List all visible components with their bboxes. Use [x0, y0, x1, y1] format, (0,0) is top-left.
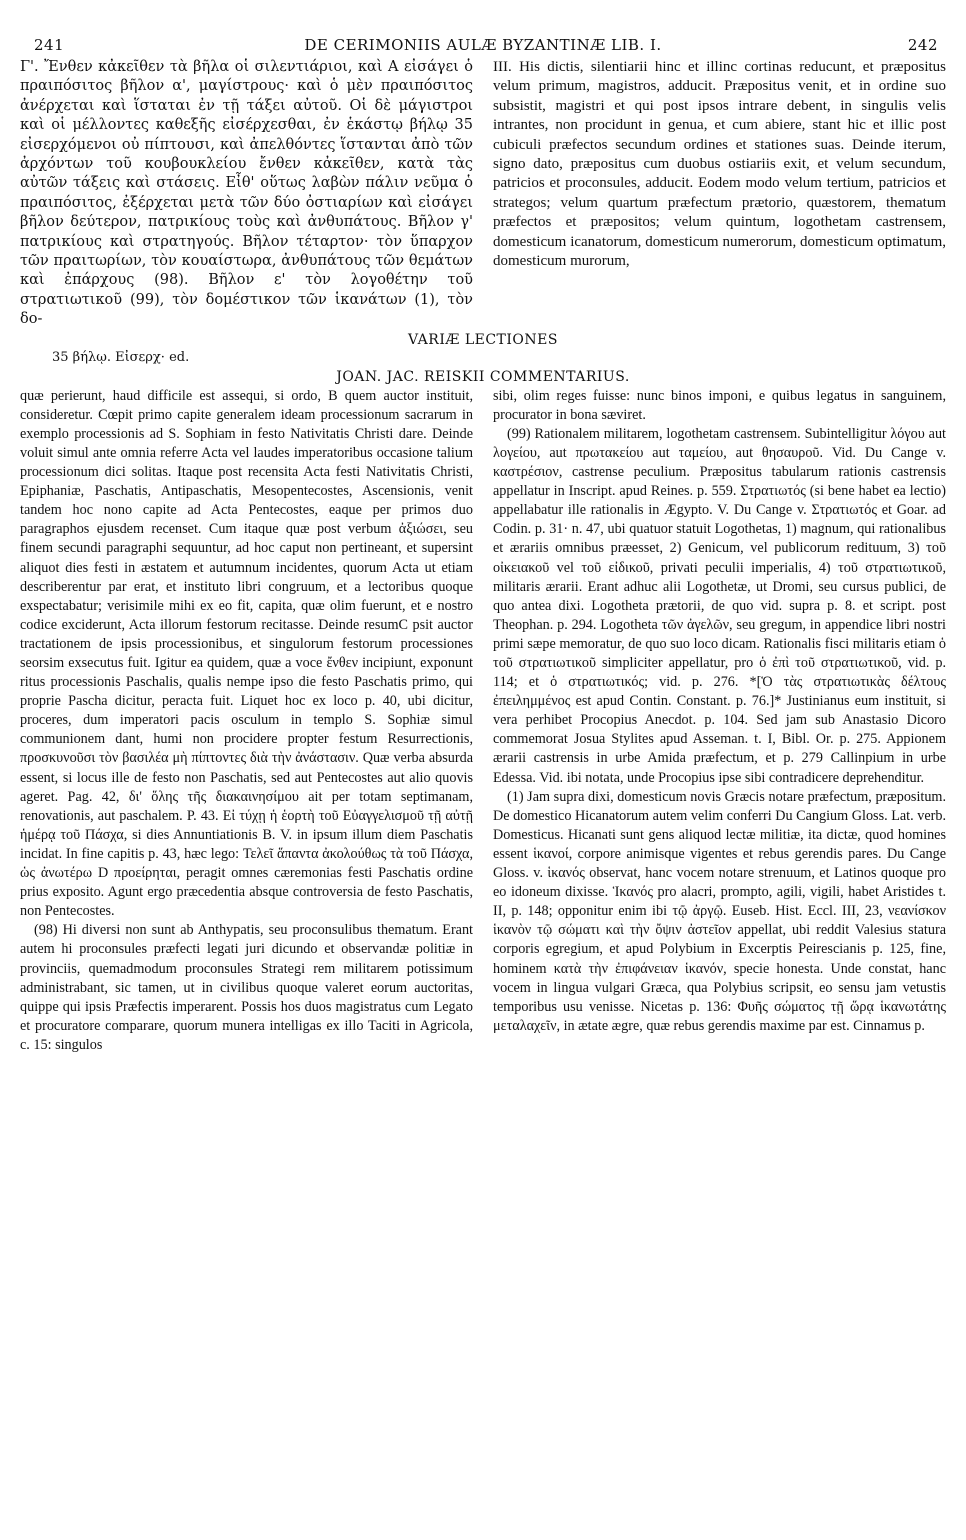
commentary-paragraph: (99) Rationalem militarem, logothetam castrensem. Subintelligitur λόγου aut λογείου, aut πρωτακείου aut ταμείου, aut θησαυροῦ. Vid. Du Cange v. καστρέσιον, castrense peculium. Præpositus tabularum rationis castrensis appellatur in Inscript. apud Reines. p. 559. Στρατιωτός (si bene habet ea lectio) appellabatur ille rationalis in Ægypto. V. Du Cange v. Στρατιωτός et Goar. ad Codin. p. 31· n. 47, ubi quatuor statuit Logothetas, 1) magnum, qui rationalibus et ærariis omnibus præesset, 2) Genicum, vel publicorum redituum, 3) τοῦ οἰκειακοῦ vel τοῦ εἰδικοῦ, privati peculii imperialis, 4) τοῦ στρατιωτικοῦ, militaris ærarii. Erant adhuc alii Logothetæ, ut Dromi, seu cursus publici, de quo antea dixi. Logotheta prætorii, de quo vid. supra p. 8. et script. post Theophan. p. 294. Logotheta τῶν ἀγελῶν, seu gregum, in appendice libri nostri primi sæpe memoratur, de quo suo loco dicam. Rationalis fisci militaris etiam ὁ τοῦ στρατιωτικοῦ simpliciter appellatur, pro ὁ ἐπὶ τοῦ στρατιωτικοῦ, vid. p. 114; et ὁ στρατιωτικός; vid. p. 276. *[Ὁ τὰς στρατιωτικὰς δέλτους ἐπειλημμένος est apud Contin. Constant. p. 76.]* Justinianus eum instituit, si vera perhibet Procopius Anecdot. p. 104. Sed jam sub Anastasio Dicoro commemorat Josua Stylites apud Asseman. t. I, Bibl. Or. p. 275. Appionem ærarii castrensis in urbe Amida præfectum, et p. 279 Callinpium in urbe Edessa. Vid. ibi notata, unde Procopius ipse sibi contradicere deprehenditur.: [493, 425, 946, 786]
running-header: [20, 30, 946, 58]
page-number-left: 241: [34, 36, 65, 54]
greek-text: Γ'. Ἔνθεν κἀκεῖθεν τὰ βῆλα οἱ σιλεντιάριοι, καὶ Α εἰσάγει ὁ πραιπόσιτος βῆλον α', μαγίστρους· καὶ ὁ μὲν πραιπόσιτος ἀνέρχεται καὶ ἵσταται ἐν τῇ τάξει αὐτοῦ. Οἱ δὲ μάγιστροι καὶ οἱ μέλλοντες καθεξῆς εἰσέρχεσθαι, ἐν ἑκάστῳ βήλῳ 35 εἰσερχόμενοι οὐ πίπτουσι, καὶ ἀπελθόντες ἵστανται ἀπὸ τῶν ἀρχόντων τοῦ κουβουκλείου ἔνθεν κἀκεῖθεν, κατὰ τὰς αὐτῶν τάξεις καὶ στάσεις. Εἶθ' οὕτως λαβὼν πάλιν νεῦμα ὁ πραιπόσιτος, ἐξέρχεται μετὰ τῶν δύο ὀστιαρίων καὶ εἰσάγει βῆλον δεύτερον, πατρικίους τοὺς καὶ ἀνθυπάτους. Βῆλον γ' πατρικίους καὶ στρατηγούς. Βῆλον τέταρτον· τὸν ὕπαρχον τῶν πραιτωρίων, τὸν κουαίστωρα, ἀνθυπάτους τῶν θεμάτων καὶ ἐπάρχους (98). Βῆλον ε' τὸν λογοθέτην τοῦ στρατιωτικοῦ (99), τὸν δομέστικον τῶν ἱκανάτων (1), τὸν δο-: [20, 59, 473, 328]
commentary-columns: [20, 387, 946, 1055]
commentary-paragraph: sibi, olim reges fuisse: nunc binos imponi, e quibus legatus in sanguinem, procurator in bona sæviret.: [493, 387, 946, 423]
commentary-title: JOAN. JAC. REISKII COMMENTARIUS.: [336, 368, 630, 385]
variant-reading: 35 βήλῳ. Εἰσερχ· ed.: [52, 349, 190, 365]
main-text-columns: [20, 58, 946, 330]
commentary-paragraph: (98) Hi diversi non sunt ab Anthypatis, seu proconsulibus thematum. Erant autem hi proconsules præfecti legati juri dicundo et observandæ politiæ in provinciis, quemadmodum proconsules Strategi rem militarem potissimum administrabant, sic tamen, ut in civilibus quoque valeret eorum auctoritas, quippe qui ipsis Præfectis imperarent. Possis hos duos magistratus cum Legato et procuratore comparare, quorum munera intelligas ex illo Taciti in Agricola, c. 15: singulos: [20, 922, 473, 1053]
commentary-paragraph: (1) Jam supra dixi, domesticum novis Græcis notare præfectum, præpositum. De domestico Hicanatorum autem velim conferri Du Cangium Gloss. Lat. verb. Domesticus. Hicanati sunt gens aliquod lectæ militiæ, ita dictæ, quod homines essent ἱκανοί, corpore animisque vigentes et rebus gerendis pares. Du Cange Gloss. v. ἱκανός observat, hanc vocem notare strenuum, et Latinos quoque pro eo idoneum dixisse. Ἱκανός pro alacri, prompto, agili, vigili, habet Aristides t. II, p. 148; opponitur enim ibi τῷ ἀργῷ. Euseb. Hist. Eccl. III, 23, νεανίσκον ἱκανὸν τῷ σώματι καὶ τὴν ὄψιν ἀστεῖον appellat, ubi reddit Valesius statura corporis egregium, et apud Polybium in Excerptis Peirescianis p. 125, fine, hominem κατὰ τὴν ἐπιφάνειαν ἱκανόν, specie honesta. Unde constat, hanc vocem in lingua vulgari Græca, qua Polybius scripsit, eo sensu jam vetustis temporibus usu venisse. Nicetas p. 136: Φυῆς σώματος τῇ ὥρᾳ ἱκανωτάτης μεταλαχεῖν, in ætate ægre, quæ rebus gerendis maxime par est. Cinnamus p.: [493, 788, 946, 1034]
commentary-paragraph: quæ perierunt, haud difficile est assequi, si ordo, B quem auctor instituit, consideretur. Cœpit primo capite generalem ideam processionum sacrarum in exemplo processionis ad S. Sophiam in festo Nativitatis Christi dare. Deinde voluit simul ante omnia referre Acta vel laudes imperatoribus occasione talium processionum dici solitas. Itaque post recensita Acta festi Nativitatis Christi, Epiphaniæ, Paschatis, Antipaschatis, Mesopentecostes, Ascensionis, venit tandem hoc nono capite ad Acta Pentecostes, eaque per primos duo paragraphos ejusdem recenset. Cum itaque quæ post verbum ἀξιώσει, seu finem secundi paragraphi sequuntur, ad hoc caput non pertineant, et supersint aliquot dies festi in æstatem et autumnum incidentes, quorum Acta ut etiam describerentur par erat, et instituto libri congruum, et a lectoribus quoque exspectabatur; verisimile mihi ex eo fit, capita, quæ olim fuerunt, et e nostro codice exciderunt, Acta illorum festorum recitasse. Deinde resumC psit auctor tractationem de ipsis processionibus, et singulorum festorum processiones seorsim exsecutus fuit. Igitur ea quidem, quæ a voce ἔνθεν incipiunt, exponunt ritus processionis Paschalis, qualis nempe ipso die festo Paschatis primo, qui proprie Pascha dicitur, peracta fuit. Liquet hoc ex loco p. 40, ubi dicitur, proceres, dum imperatori pacis osculum in templo S. Sophiæ simul communionem dant, humi non procidere propter festum Resurrectionis, προσκυνοῦσι τὸν βασιλέα μὴ πίπτοντες διὰ τὴν ἀνάστασιν. Quæ verba absurda essent, si locus ille de festo non Paschatis, sed aut Pentecostes aut alio quovis ageret. Pag. 42, δι' ὅλης τῆς διακαινησίμου ait per totam septimanam, renovationis, aut paschalem. P. 43. Εἰ τύχῃ ἡ ἑορτὴ τοῦ Εὐαγγελισμοῦ τῇ αὐτῇ ἡμέρᾳ τοῦ Πάσχα, si dies Annuntiationis B. V. in ipsum illum diem Paschatis incidat. In fine capitis p. 43, hæc lego: Τελεῖ ἅπαντα ἀκολούθως τὰ τοῦ Πάσχα, ὡς ἀνωτέρω D προείρηται, peragit omnes cæremonias festi Paschatis ordine prius exposito. Agunt ergo præcedentia absque controversia de festo Paschatis, non Pentecostes.: [20, 387, 473, 920]
running-title: DE CERIMONIIS AULÆ BYZANTINÆ LIB. I.: [304, 36, 662, 54]
latin-translation-column: [493, 58, 946, 330]
book-page: [20, 30, 946, 1055]
variae-lectiones-title: VARIÆ LECTIONES: [408, 331, 558, 348]
commentary-left-column: [20, 387, 473, 1055]
greek-text-column: [20, 58, 473, 330]
page-number-right: 242: [907, 36, 938, 54]
latin-text: III. His dictis, silentiarii hinc et illinc cortinas reducunt, et præpositus velum primum, magistros, adducit. Præpositus venit, et in ordine suo subsistit, magistri et qui post ipsos intrare debent, in singulis velis intrantes, non procidunt in genua, et cum abiere, stant hic et illic post cubiculi præfectos secundum ordines et stationes suas. Deinde iterum, signo dato, præpositus cum duobus ostiariis exit, et velum secundum, patricios et proconsules, adducit. Eodem modo velum tertium, patricios et strategos; velum quartum præfectum prætorio, quæstorem, thematum præfectos et præpositos; velum quintum, logothetam castrensem, domesticum icanatorum, domesticum numerorum, domesticum optimatum, domesticum murorum,: [493, 59, 946, 270]
commentary-right-column: [493, 387, 946, 1055]
